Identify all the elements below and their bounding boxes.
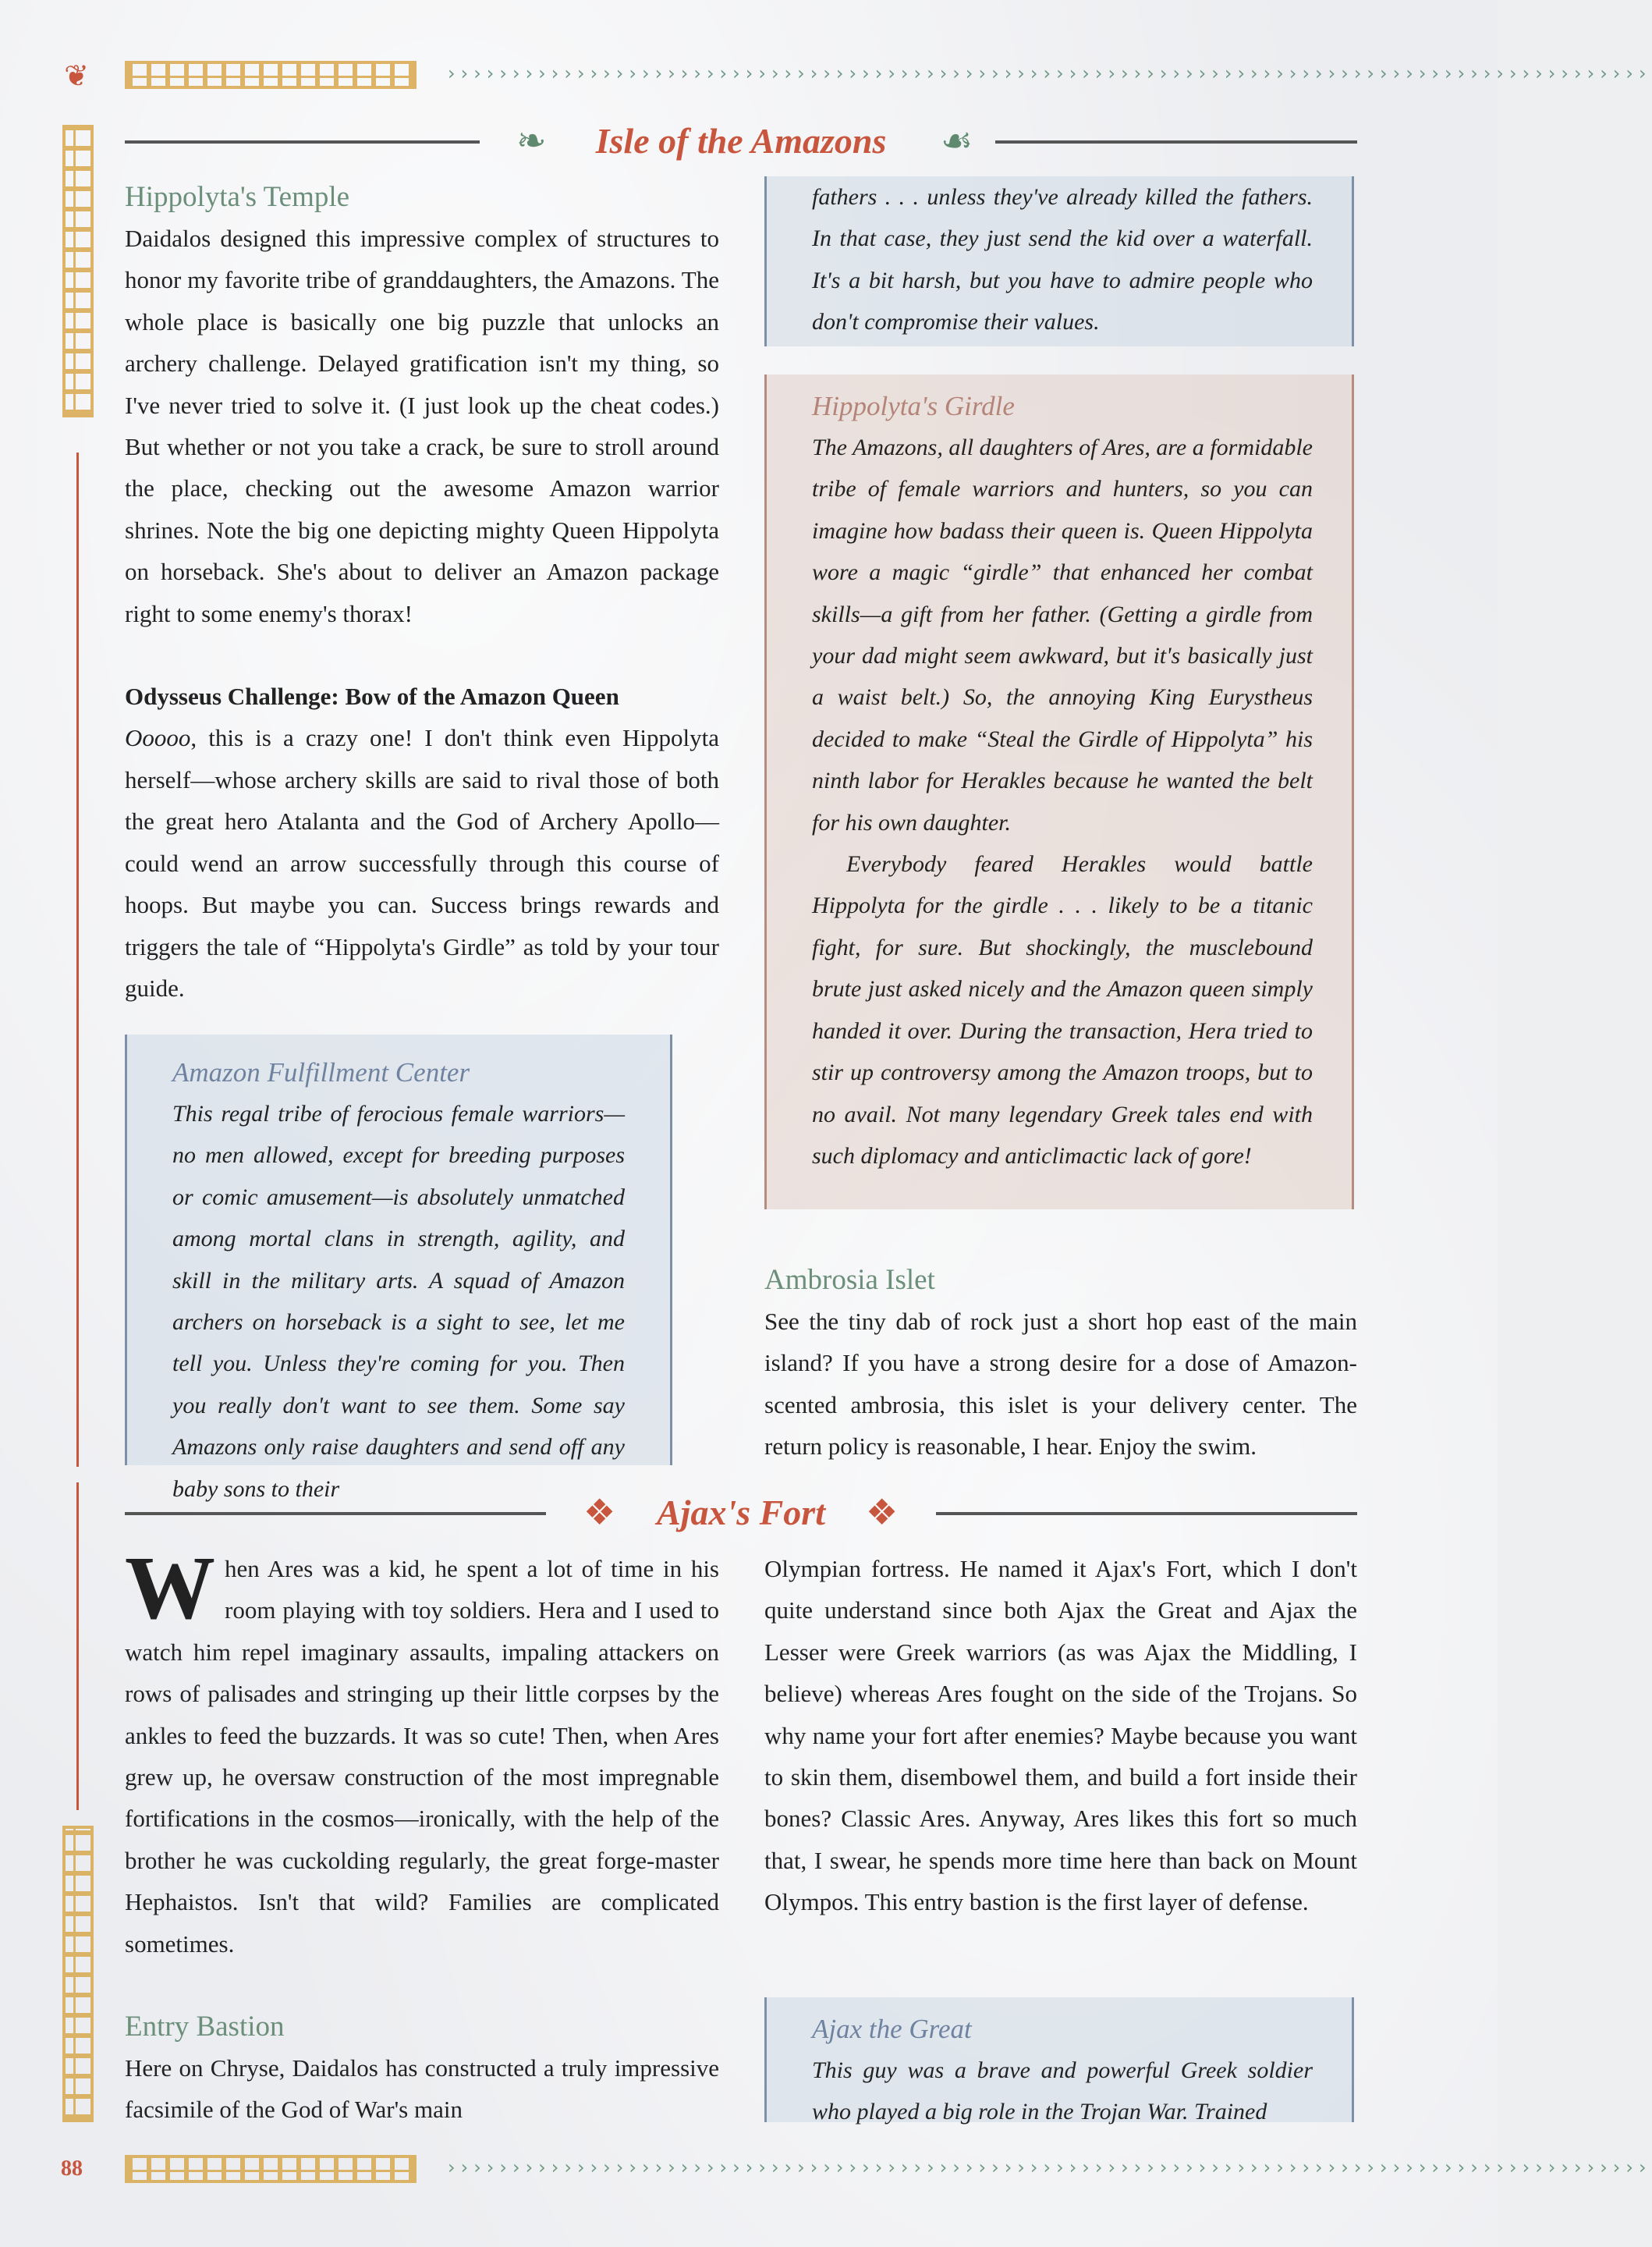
sidebar-text: Everybody feared Herakles would battle Hippolyta for the girdle . . . likely to be a titanic fight, for sure. But shockingly, the musclebound brute just asked nicely and the Amazon queen simply handed it over. During the transaction, Hera tried to stir up controversy among the Amazon troops, but to no avail. Not many legendary Greek tales end with such diplomacy and anticlimactic lack of gore! xyxy=(812,851,1313,1169)
right-column-islet xyxy=(764,1259,1357,1468)
right-column-bottom xyxy=(764,1548,1357,1923)
arrow-border: ››››››››››››››››››››››››››››››››››››››››››››››››››››››››››››››››››››››››››››››››››››››››››››› xyxy=(448,2156,1652,2178)
drop-cap: W xyxy=(125,1539,215,1638)
sidebar-heading: Ajax the Great xyxy=(812,2014,972,2044)
body-text: When Ares was a kid, he spent a lot of time in his room playing with toy soldiers. Hera and I used to watch him repel imaginary assaults, impaling attackers on rows of palisades and stringing up their little corpses by the ankles to feed the buzzards. It was so cute! Then, when Ares grew up, he oversaw construction of the most impregnable fortifications in the cosmos—ironically, with the help of the brother he was cuckolding regularly, the great forge-master Hephaistos. Isn't that wild? Families are complicated sometimes. xyxy=(125,1539,719,1958)
body-text: Ooooo, this is a crazy one! I don't think even Hippolyta herself—whose archery skills are said to rival those of both the great hero Atalanta and the God of Archery Apollo—could wend an arrow successfully through this course of hoops. But maybe you can. Success brings rewards and triggers the tale of “Hippolyta's Girdle” as told by your tour guide. xyxy=(125,724,719,1002)
sidebar-text: This regal tribe of ferocious female warriors—no men allowed, except for breeding purposes or comic amusement—is absolutely unmatched among mortal clans in strength, agility, and skill in the military arts. A squad of Amazon archers on horseback is a sight to see, let me tell you. Unless they're coming for you. Then you really don't want to see them. Some say Amazons only raise daughters and send off any baby sons to their xyxy=(172,1101,625,1502)
sidebar-fulfillment-continued xyxy=(764,176,1354,346)
body-text: Daidalos designed this impressive complex of structures to honor my favorite tribe of granddaughters, the Amazons. The whole place is basically one big puzzle that unlocks an archery challenge. Delayed gratification isn't my thing, so I've never tried to solve it. (I just look up the cheat codes.) But whether or not you take a crack, be sure to stroll around the place, checking out the awesome Amazon warrior shrines. Note the big one depicting mighty Queen Hippolyta on horseback. She's about to deliver an Amazon package right to some enemy's thorax! xyxy=(125,225,719,627)
section-heading: Entry Bastion xyxy=(125,2011,285,2043)
sidebar-heading: Hippolyta's Girdle xyxy=(812,391,1015,421)
header-rule-right xyxy=(936,1512,1357,1515)
section-header-fort xyxy=(125,1486,1357,1540)
section-header-isle xyxy=(125,114,1357,169)
sidebar-heading: Amazon Fulfillment Center xyxy=(172,1057,470,1088)
bottom-border xyxy=(0,2147,1652,2194)
greek-key-band xyxy=(125,61,417,89)
greek-key-band xyxy=(125,2155,417,2183)
section-heading: Ambrosia Islet xyxy=(764,1264,935,1296)
diamond-ornament-icon: ❖ xyxy=(866,1493,899,1532)
page-number: 88 xyxy=(61,2156,83,2181)
header-rule-right xyxy=(995,140,1357,144)
challenge-heading: Odysseus Challenge: Bow of the Amazon Queen xyxy=(125,683,619,711)
section-title: Isle of the Amazons xyxy=(595,121,887,161)
emphasis-text: Ooooo xyxy=(125,724,191,752)
side-rule xyxy=(76,1482,79,1810)
sidebar-girdle xyxy=(764,374,1354,1209)
top-border xyxy=(0,53,1652,100)
sidebar-text: The Amazons, all daughters of Ares, are a formidable tribe of female warriors and hunters, so you can imagine how badass their queen is. Queen Hippolyta wore a magic “girdle” that enhanced her combat skills—a gift from her father. (Getting a girdle from your dad might seem awkward, but it's basically just a waist belt.) So, the annoying King Eurystheus decided to make “Steal the Girdle of Hippolyta” his ninth labor for Herakles because he wanted the belt for his own daughter. xyxy=(812,435,1313,836)
side-rule xyxy=(76,453,79,1467)
sidebar-text: This guy was a brave and powerful Greek soldier who played a big role in the Trojan War. Trained xyxy=(812,2057,1313,2125)
left-column-bottom xyxy=(125,1539,719,2131)
left-column-top xyxy=(125,176,719,1009)
leaf-ornament-icon: ❧ xyxy=(516,121,547,161)
body-text: See the tiny dab of rock just a short hop east of the main island? If you have a strong desire for a dose of Amazon-scented ambrosia, this islet is your delivery center. The return policy is reasonable, I hear. Enjoy the swim. xyxy=(764,1308,1357,1461)
side-greek-key-bottom xyxy=(62,1826,94,2122)
sidebar-ajax-great xyxy=(764,1997,1354,2125)
body-text: Here on Chryse, Daidalos has constructed a truly impressive facsimile of the God of War's main xyxy=(125,2054,719,2124)
sidebar-fulfillment xyxy=(125,1035,672,1502)
side-greek-key-top xyxy=(62,125,94,417)
arrow-border: ››››››››››››››››››››››››››››››››››››››››››››››››››››››››››››››››››››››››››››››››››››››››››››› xyxy=(448,62,1652,84)
diamond-ornament-icon: ❖ xyxy=(583,1493,616,1532)
sidebar-text: fathers . . . unless they've already killed the fathers. In that case, they just send the kid over a waterfall. It's a bit harsh, but you have to admire people who don't compromise their values. xyxy=(812,184,1313,335)
section-heading: Hippolyta's Temple xyxy=(125,181,350,213)
leaf-ornament-icon: ☙ xyxy=(941,121,973,161)
body-text: Olympian fortress. He named it Ajax's Fort, which I don't quite understand since both Ajax the Great and Ajax the Lesser were Greek warriors (as was Ajax the Middling, I believe) whereas Ares fought on the side of the Trojans. So why name your fort after enemies? Maybe because you want to skin them, disembowel them, and build a fort inside their bones? Classic Ares. Anyway, Ares likes this fort so much that, I swear, he spends more time here than back on Mount Olympos. This entry bastion is the first layer of defense. xyxy=(764,1555,1357,1916)
section-title: Ajax's Fort xyxy=(656,1493,825,1532)
fleur-icon: ❦ xyxy=(64,60,89,93)
